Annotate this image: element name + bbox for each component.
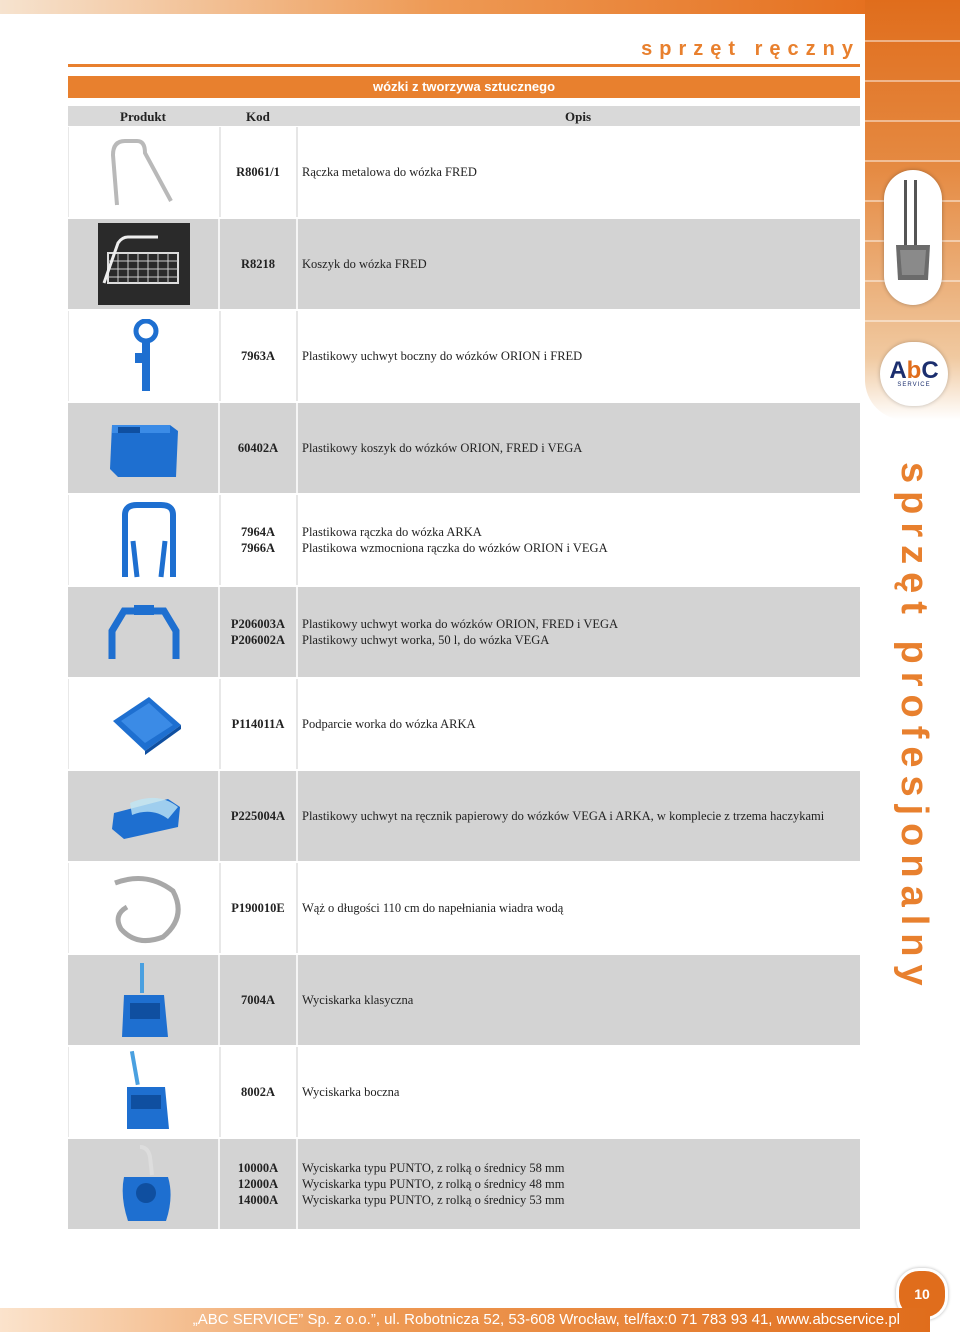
table-row xyxy=(68,587,860,677)
table-row xyxy=(68,403,860,493)
table-row xyxy=(68,127,860,217)
broom-dustpan-image xyxy=(884,170,942,305)
logo-subtext: SERVICE xyxy=(897,382,931,388)
footer-address: „ABC SERVICE” Sp. z o.o.”, ul. Robotnicza 52, 53-608 Wrocław, tel/fax:0 71 783 93 41, www.abcservice.pl xyxy=(0,1308,930,1332)
table-row xyxy=(68,311,860,401)
side-wringer-icon xyxy=(68,1047,221,1137)
product-code: 7004A xyxy=(220,955,298,1045)
table-row xyxy=(68,1139,860,1229)
product-code: R8218 xyxy=(220,219,298,309)
table-row xyxy=(68,771,860,861)
product-description: Koszyk do wózka FRED xyxy=(302,257,427,271)
product-description: Wąż o długości 110 cm do napełniania wiadra wodą xyxy=(302,901,564,915)
classic-wringer-icon xyxy=(68,955,220,1045)
table-row xyxy=(68,863,860,953)
product-description: Plastikowa rączka do wózka ARKA Plastikowa wzmocniona rączka do wózków ORION i VEGA xyxy=(302,525,608,555)
logo-mark: AbC xyxy=(889,357,939,384)
table-row xyxy=(68,955,860,1045)
product-description: Podparcie worka do wózka ARKA xyxy=(302,717,476,731)
product-code: R8061/1 xyxy=(220,127,298,217)
column-header-code: Kod xyxy=(246,109,270,124)
product-description: Wyciskarka boczna xyxy=(302,1085,400,1099)
category-banner: wózki z tworzywa sztucznego xyxy=(68,76,860,98)
title-rule xyxy=(68,64,860,67)
bag-holder-icon xyxy=(68,587,220,677)
column-header-description: Opis xyxy=(565,109,592,124)
table-row xyxy=(68,679,860,769)
product-code: P225004A xyxy=(220,771,298,861)
page-number: 10 xyxy=(896,1268,948,1320)
metal-handle-icon xyxy=(68,127,221,217)
product-description: Plastikowy koszyk do wózków ORION, FRED i VEGA xyxy=(302,441,583,455)
product-code: P206003A P206002A xyxy=(220,587,298,677)
product-description: Rączka metalowa do wózka FRED xyxy=(302,165,477,179)
table-row xyxy=(68,219,860,309)
punto-wringer-icon xyxy=(68,1139,220,1229)
product-code: P190010E xyxy=(220,863,298,953)
product-description: Plastikowy uchwyt worka do wózków ORION, FRED i VEGA Plastikowy uchwyt worka, 50 l, do wózka VEGA xyxy=(302,617,619,647)
table-row xyxy=(68,495,860,585)
column-header-product: Produkt xyxy=(120,109,166,124)
product-code: 10000A 12000A 14000A xyxy=(220,1139,298,1229)
abc-service-logo xyxy=(880,342,948,406)
side-holder-icon xyxy=(68,311,221,401)
section-title: sprzęt ręczny xyxy=(641,38,860,60)
plastic-basket-icon xyxy=(68,403,220,493)
product-code: 7964A 7966A xyxy=(220,495,298,585)
top-decorative-stripe xyxy=(0,0,870,14)
bag-support-icon xyxy=(68,679,221,769)
product-code: 60402A xyxy=(220,403,298,493)
product-description: Plastikowy uchwyt na ręcznik papierowy do wózków VEGA i ARKA, w komplecie z trzema haczykami xyxy=(302,809,825,823)
product-description: Wyciskarka klasyczna xyxy=(302,993,414,1007)
product-description: Plastikowy uchwyt boczny do wózków ORION i FRED xyxy=(302,349,583,363)
hose-icon xyxy=(68,863,221,953)
wire-basket-icon xyxy=(68,219,220,309)
side-vertical-label: sprzęt profesjonalny xyxy=(893,462,935,994)
product-description: Wyciskarka typu PUNTO, z rolką o średnicy 58 mm Wyciskarka typu PUNTO, z rolką o średnicy 48 mm Wyciskarka typu PUNTO, z rolką o średnicy 53 mm xyxy=(302,1161,565,1207)
plastic-handle-icon xyxy=(68,495,221,585)
table-row xyxy=(68,1047,860,1137)
product-code: 8002A xyxy=(220,1047,298,1137)
product-table xyxy=(68,127,860,1231)
table-header xyxy=(68,106,860,126)
product-code: P114011A xyxy=(220,679,298,769)
towel-holder-icon xyxy=(68,771,220,861)
product-code: 7963A xyxy=(220,311,298,401)
